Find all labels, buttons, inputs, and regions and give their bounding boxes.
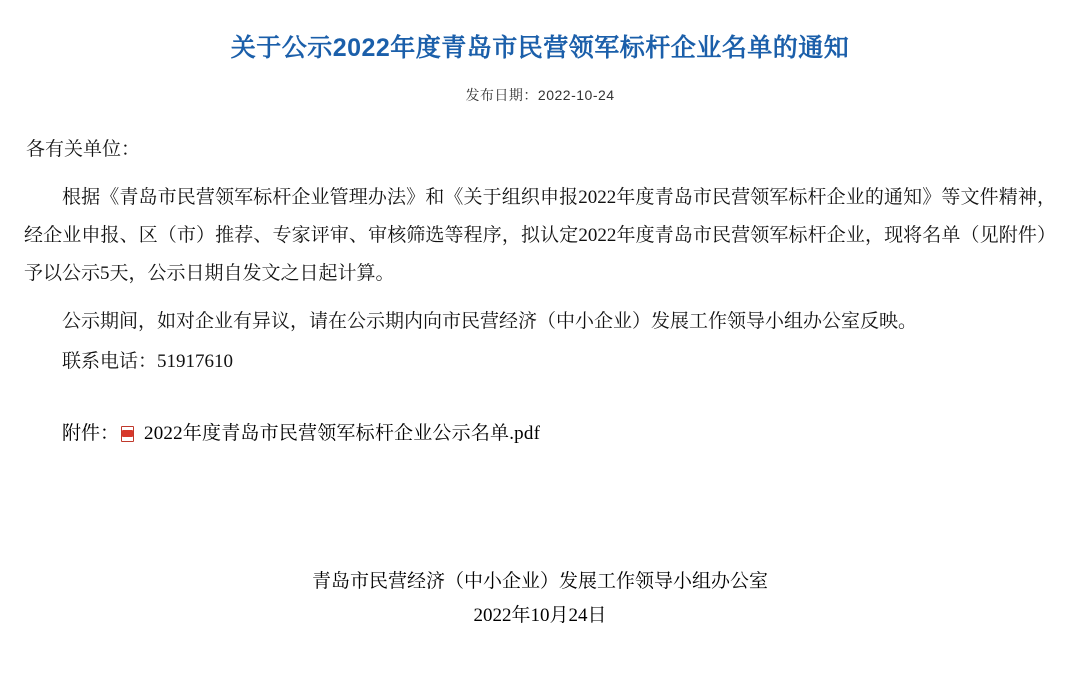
signature-block bbox=[0, 565, 1080, 633]
signature-date: 2022年10月24日 bbox=[473, 605, 607, 626]
salutation: 各有关单位： bbox=[26, 138, 141, 160]
publish-date: 发布日期：2022-10-24 bbox=[465, 86, 615, 103]
page-title: 关于公示2022年度青岛市民营领军标杆企业名单的通知 bbox=[230, 34, 850, 62]
attachment-link[interactable]: 2022年度青岛市民营领军标杆企业公示名单.pdf bbox=[144, 422, 541, 444]
signature-organization: 青岛市民营经济（中小企业）发展工作领导小组办公室 bbox=[311, 571, 768, 592]
paragraph-2: 公示期间，如对企业有异议，请在公示期内向市民营经济（中小企业）发展工作领导小组办公室反映。 bbox=[62, 310, 918, 332]
document-page bbox=[0, 32, 1080, 695]
contact-phone: 联系电话：51917610 bbox=[62, 350, 234, 372]
pdf-file-icon bbox=[121, 426, 134, 441]
attachment-row bbox=[24, 415, 1056, 453]
paragraph-1: 根据《青岛市民营领军标杆企业管理办法》和《关于组织申报2022年度青岛市民营领军标杆企业的通知》等文件精神，经企业申报、区（市）推荐、专家评审、审核筛选等程序，拟认定2022年度青岛市民营领军标杆企业，现将名单（见附件）予以公示5天，公示日期自发文之日起计算。 bbox=[24, 186, 1056, 284]
attachment-label: 附件： bbox=[62, 422, 120, 444]
